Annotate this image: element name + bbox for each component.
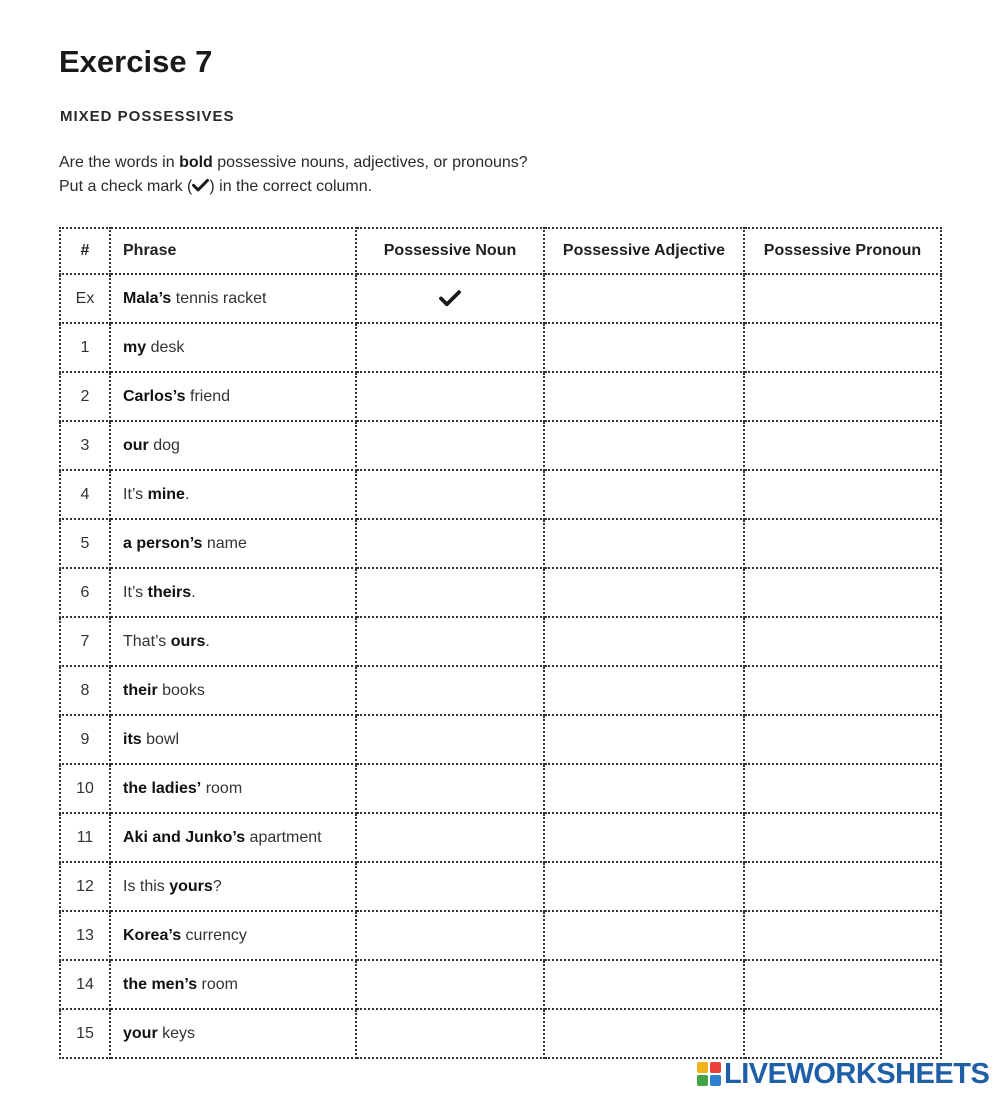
- phrase-bold-word: our: [123, 436, 149, 454]
- phrase-cell: [110, 813, 356, 862]
- table-row: [60, 764, 941, 813]
- table-row: [60, 911, 941, 960]
- phrase-text: apartment: [245, 828, 322, 846]
- answer-cell-possessive-noun[interactable]: [356, 666, 544, 715]
- phrase-text: It’s: [123, 485, 148, 503]
- row-number: 2: [60, 372, 110, 421]
- answer-cell-possessive-pronoun[interactable]: [744, 764, 941, 813]
- table-row: [60, 323, 941, 372]
- page-title: Exercise 7: [59, 44, 213, 79]
- row-number: 9: [60, 715, 110, 764]
- phrase-text: currency: [181, 926, 247, 944]
- answer-cell-possessive-adjective[interactable]: [544, 568, 744, 617]
- row-number: Ex: [60, 274, 110, 323]
- answer-cell-possessive-pronoun[interactable]: [744, 862, 941, 911]
- phrase-text: friend: [185, 387, 231, 405]
- liveworksheets-logo: [697, 1058, 989, 1090]
- phrase-cell: [110, 715, 356, 764]
- phrase-bold-word: Aki and Junko’s: [123, 828, 246, 846]
- row-number: 8: [60, 666, 110, 715]
- phrase-bold-word: Korea’s: [123, 926, 182, 944]
- logo-block-icon: [697, 1062, 708, 1073]
- phrase-bold-word: theirs: [147, 583, 192, 601]
- phrase-bold-word: yours: [169, 877, 213, 895]
- phrase-cell: [110, 666, 356, 715]
- phrase-cell: [110, 323, 356, 372]
- answer-cell-possessive-pronoun[interactable]: [744, 960, 941, 1009]
- phrase-bold-word: their: [123, 681, 158, 699]
- answer-cell-possessive-pronoun[interactable]: [744, 617, 941, 666]
- header-number: #: [60, 228, 110, 274]
- instructions-text: possessive nouns, adjectives, or pronouns?: [212, 154, 528, 171]
- answer-cell-possessive-pronoun[interactable]: [744, 813, 941, 862]
- row-number: 10: [60, 764, 110, 813]
- phrase-bold-word: Mala’s: [123, 289, 172, 307]
- phrase-cell: [110, 372, 356, 421]
- answer-cell-possessive-adjective[interactable]: [544, 715, 744, 764]
- phrase-bold-word: its: [123, 730, 142, 748]
- answer-cell-possessive-adjective[interactable]: [544, 421, 744, 470]
- phrase-bold-word: your: [123, 1024, 158, 1042]
- answer-cell-possessive-pronoun[interactable]: [744, 715, 941, 764]
- instructions: [59, 151, 528, 199]
- table-body: [60, 274, 941, 1058]
- answer-cell-possessive-adjective[interactable]: [544, 519, 744, 568]
- answer-cell-possessive-pronoun[interactable]: [744, 666, 941, 715]
- phrase-text: ?: [212, 877, 222, 895]
- logo-block-icon: [710, 1075, 721, 1086]
- check-mark-icon: [439, 289, 461, 307]
- instructions-text: ) in the correct column.: [209, 178, 373, 195]
- phrase-cell: [110, 764, 356, 813]
- phrase-text: room: [197, 975, 238, 993]
- section-subtitle: MIXED POSSESSIVES: [60, 108, 235, 125]
- phrase-cell: [110, 862, 356, 911]
- row-number: 6: [60, 568, 110, 617]
- table-row: [60, 372, 941, 421]
- answer-cell-possessive-adjective[interactable]: [544, 764, 744, 813]
- answer-cell-possessive-adjective[interactable]: [544, 813, 744, 862]
- answer-cell-possessive-adjective[interactable]: [544, 470, 744, 519]
- table-row: [60, 960, 941, 1009]
- answer-cell-possessive-pronoun[interactable]: [744, 274, 941, 323]
- answer-cell-possessive-noun[interactable]: [356, 813, 544, 862]
- row-number: 7: [60, 617, 110, 666]
- answer-cell-possessive-noun[interactable]: [356, 372, 544, 421]
- answer-cell-possessive-pronoun[interactable]: [744, 911, 941, 960]
- phrase-cell: [110, 519, 356, 568]
- phrase-cell: [110, 470, 356, 519]
- phrase-text: .: [184, 485, 190, 503]
- phrase-text: Is this: [123, 877, 170, 895]
- answer-cell-possessive-noun[interactable]: [356, 323, 544, 372]
- phrase-bold-word: my: [123, 338, 147, 356]
- answer-cell-possessive-noun[interactable]: [356, 421, 544, 470]
- answer-cell-possessive-noun[interactable]: [356, 568, 544, 617]
- answer-cell-possessive-noun[interactable]: [356, 519, 544, 568]
- table-row: [60, 862, 941, 911]
- answer-cell-possessive-pronoun[interactable]: [744, 323, 941, 372]
- logo-block-icon: [697, 1075, 708, 1086]
- header-possessive-noun: Possessive Noun: [356, 228, 544, 274]
- table-row: [60, 813, 941, 862]
- logo-blocks-icon: [697, 1062, 721, 1086]
- phrase-bold-word: the ladies’: [123, 779, 202, 797]
- phrase-cell: [110, 274, 356, 323]
- answer-cell-possessive-noun[interactable]: [356, 274, 544, 323]
- row-number: 1: [60, 323, 110, 372]
- phrase-cell: [110, 1009, 356, 1058]
- phrase-text: keys: [157, 1024, 196, 1042]
- answer-cell-possessive-adjective[interactable]: [544, 911, 744, 960]
- phrase-text: It’s: [123, 583, 148, 601]
- phrase-cell: [110, 911, 356, 960]
- table-row: [60, 421, 941, 470]
- table-row: [60, 568, 941, 617]
- row-number: 3: [60, 421, 110, 470]
- row-number: 12: [60, 862, 110, 911]
- phrase-text: room: [201, 779, 243, 797]
- table-row: [60, 274, 941, 323]
- answer-cell-possessive-noun[interactable]: [356, 960, 544, 1009]
- answer-cell-possessive-pronoun[interactable]: [744, 470, 941, 519]
- phrase-cell: [110, 617, 356, 666]
- table-row: [60, 470, 941, 519]
- table-row: [60, 617, 941, 666]
- table-row: [60, 1009, 941, 1058]
- answer-cell-possessive-adjective[interactable]: [544, 1009, 744, 1058]
- phrase-bold-word: a person’s: [123, 534, 203, 552]
- answer-cell-possessive-adjective[interactable]: [544, 666, 744, 715]
- row-number: 11: [60, 813, 110, 862]
- answer-cell-possessive-pronoun[interactable]: [744, 519, 941, 568]
- table-row: [60, 666, 941, 715]
- phrase-cell: [110, 568, 356, 617]
- phrase-bold-word: mine: [147, 485, 185, 503]
- answer-cell-possessive-adjective[interactable]: [544, 960, 744, 1009]
- check-mark-icon: [192, 178, 209, 192]
- header-phrase: Phrase: [110, 228, 356, 274]
- phrase-text: That’s: [123, 632, 171, 650]
- phrase-text: .: [191, 583, 196, 601]
- instructions-text: Are the words in: [59, 154, 180, 171]
- logo-text: LIVEWORKSHEETS: [724, 1057, 990, 1090]
- answer-cell-possessive-pronoun[interactable]: [744, 421, 941, 470]
- phrase-text: tennis racket: [171, 289, 267, 307]
- answer-cell-possessive-pronoun[interactable]: [744, 372, 941, 421]
- answer-cell-possessive-noun[interactable]: [356, 862, 544, 911]
- phrase-text: .: [205, 632, 210, 650]
- answer-cell-possessive-noun[interactable]: [356, 617, 544, 666]
- phrase-text: books: [157, 681, 205, 699]
- phrase-text: bowl: [141, 730, 180, 748]
- table-header-row: [60, 228, 941, 274]
- phrase-text: name: [202, 534, 247, 552]
- row-number: 13: [60, 911, 110, 960]
- answer-cell-possessive-adjective[interactable]: [544, 617, 744, 666]
- answer-cell-possessive-noun[interactable]: [356, 1009, 544, 1058]
- table-row: [60, 519, 941, 568]
- answer-cell-possessive-adjective[interactable]: [544, 274, 744, 323]
- instructions-text: Put a check mark (: [59, 178, 193, 195]
- possessives-table: [59, 227, 942, 1059]
- row-number: 4: [60, 470, 110, 519]
- answer-cell-possessive-noun[interactable]: [356, 911, 544, 960]
- phrase-cell: [110, 421, 356, 470]
- instructions-bold-word: bold: [179, 154, 213, 171]
- answer-cell-possessive-adjective[interactable]: [544, 372, 744, 421]
- phrase-text: dog: [148, 436, 180, 454]
- row-number: 14: [60, 960, 110, 1009]
- answer-cell-possessive-pronoun[interactable]: [744, 1009, 941, 1058]
- phrase-bold-word: ours: [170, 632, 206, 650]
- answer-cell-possessive-adjective[interactable]: [544, 323, 744, 372]
- header-possessive-adjective: Possessive Adjective: [544, 228, 744, 274]
- row-number: 15: [60, 1009, 110, 1058]
- table-row: [60, 715, 941, 764]
- phrase-text: desk: [146, 338, 185, 356]
- phrase-bold-word: the men’s: [123, 975, 198, 993]
- answer-cell-possessive-adjective[interactable]: [544, 862, 744, 911]
- phrase-bold-word: Carlos’s: [123, 387, 186, 405]
- answer-cell-possessive-pronoun[interactable]: [744, 568, 941, 617]
- phrase-cell: [110, 960, 356, 1009]
- logo-block-icon: [710, 1062, 721, 1073]
- answer-cell-possessive-noun[interactable]: [356, 715, 544, 764]
- answer-cell-possessive-noun[interactable]: [356, 764, 544, 813]
- header-possessive-pronoun: Possessive Pronoun: [744, 228, 941, 274]
- row-number: 5: [60, 519, 110, 568]
- answer-cell-possessive-noun[interactable]: [356, 470, 544, 519]
